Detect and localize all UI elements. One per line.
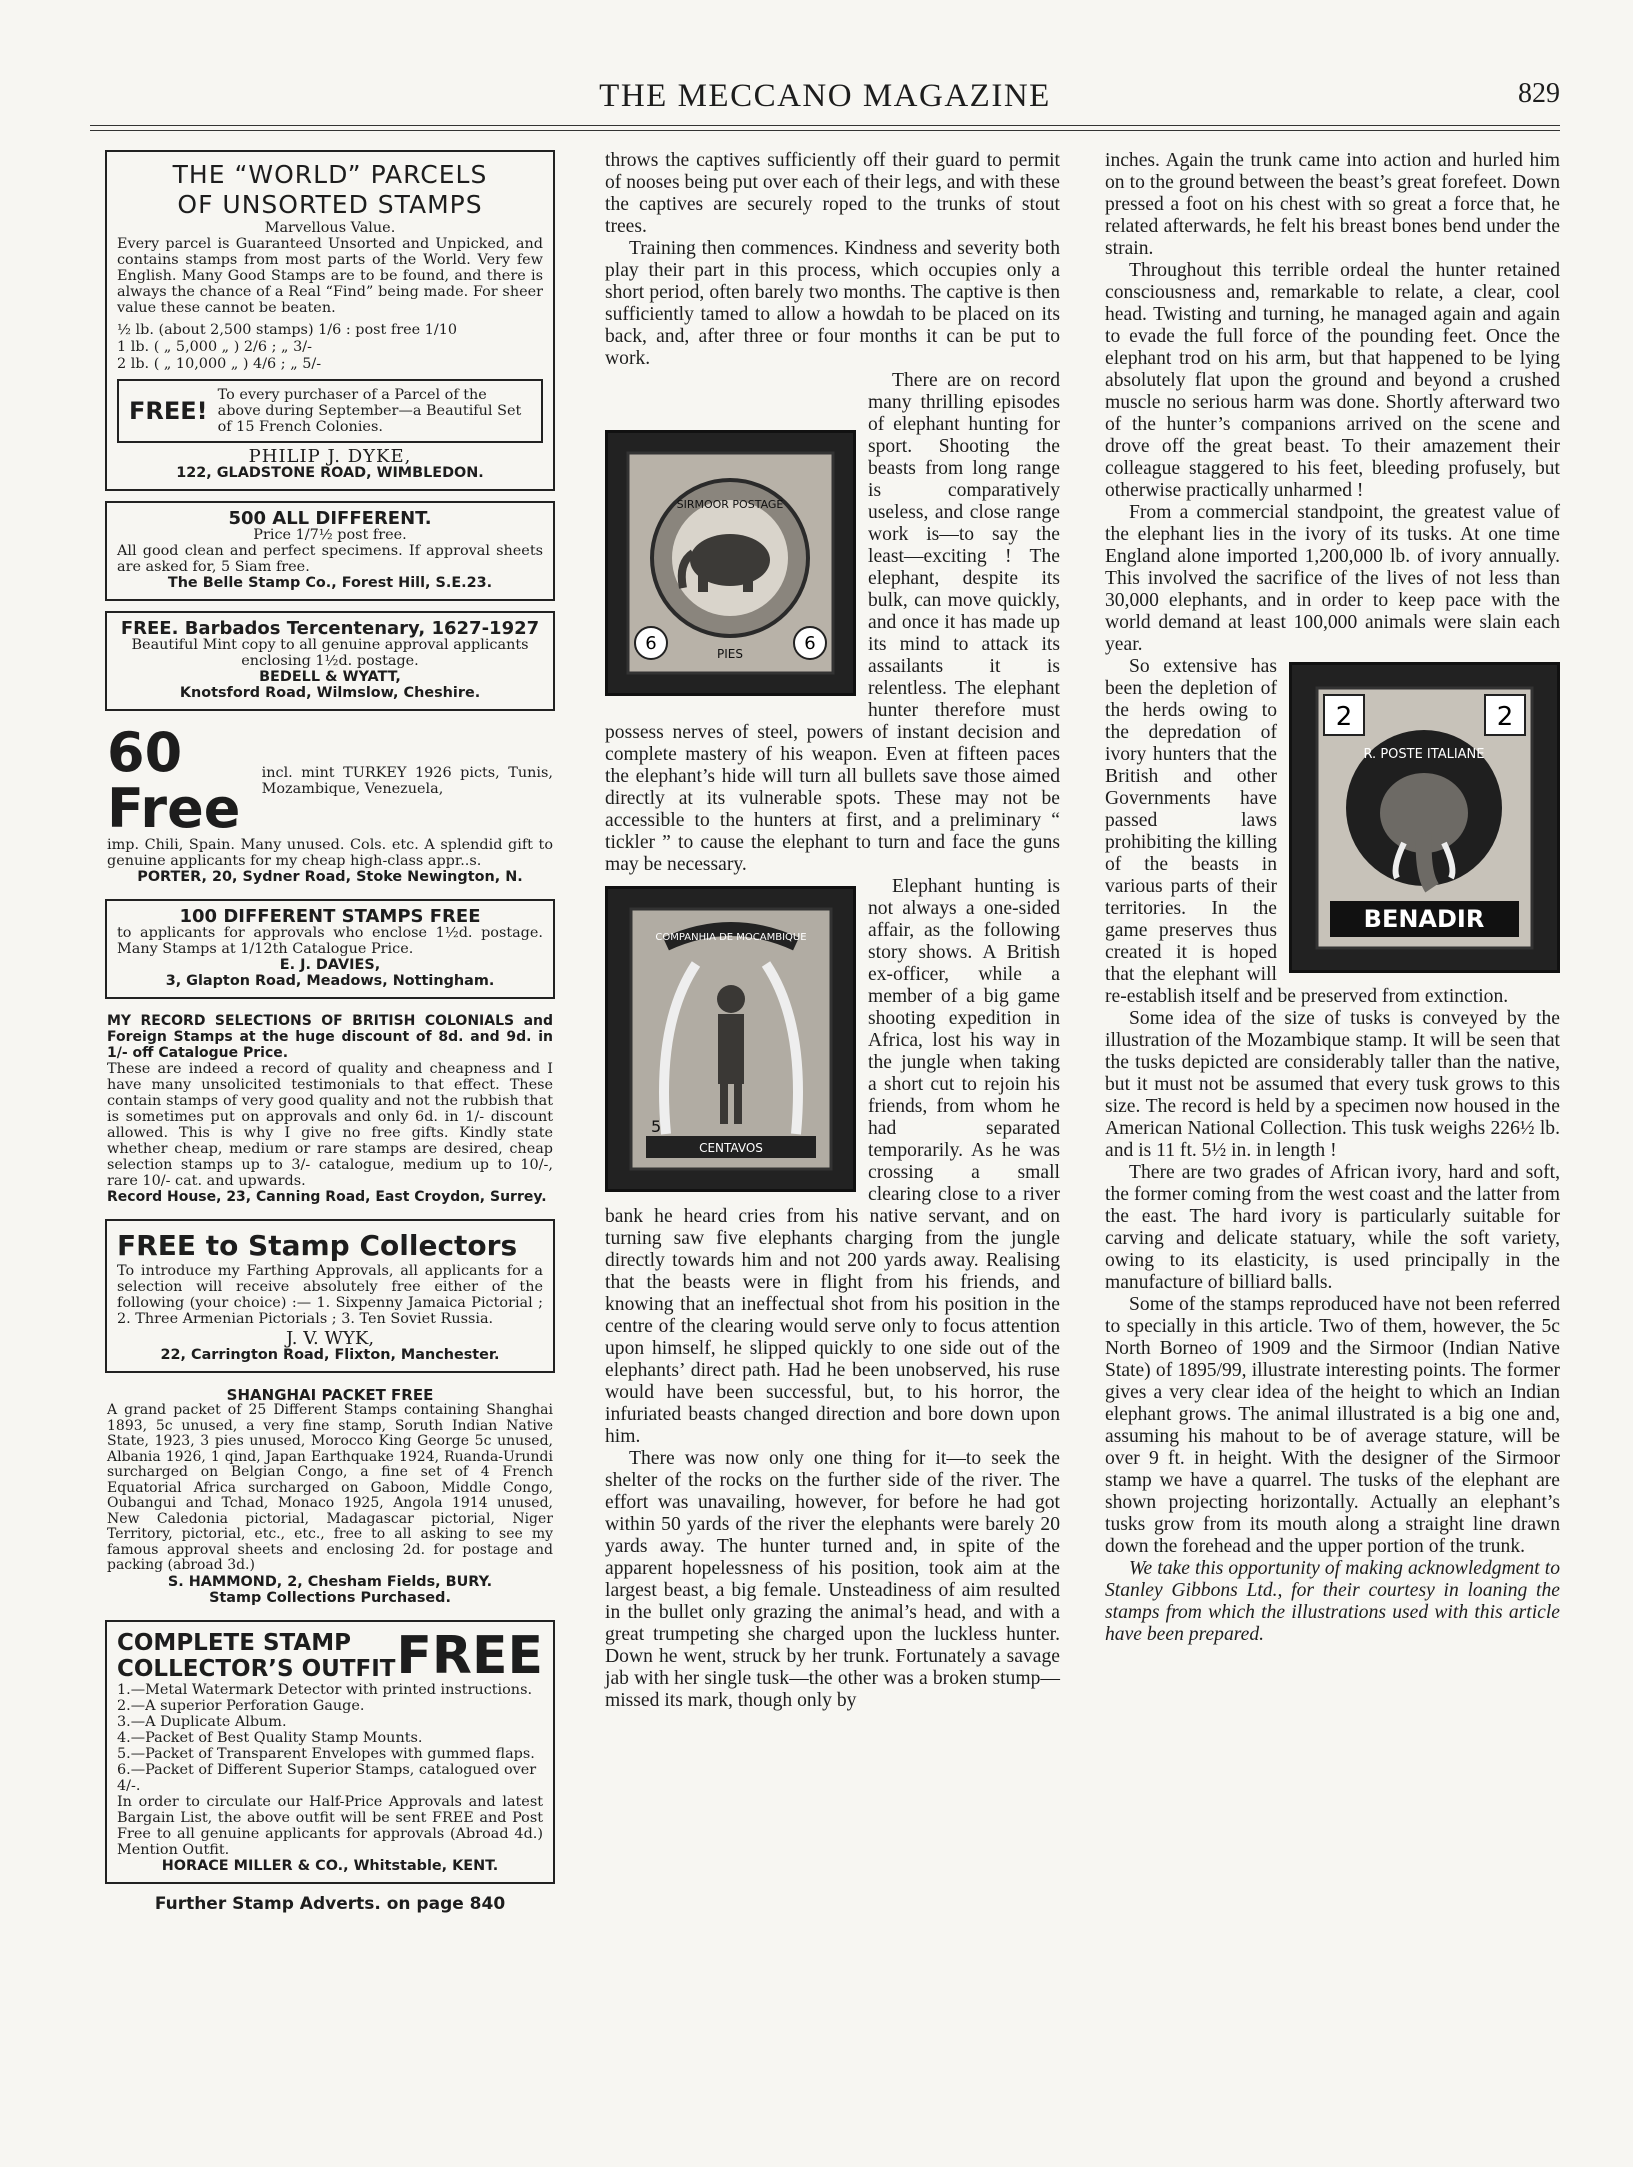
advertiser-address: Record House, 23, Canning Road, East Croydon, Surrey.: [107, 1189, 547, 1205]
article-paragraph: There are two grades of African ivory, hard and soft, the former coming from the west coast and the latter from the east. The hard ivory is particularly suitable for carving and delicate statuary, while the soft variety, owing to its elasticity, is used principally in the manufacture of billiard balls.: [1105, 1162, 1560, 1293]
masthead: [90, 70, 1560, 120]
ad-body: Every parcel is Guaranteed Unsorted and Unpicked, and contains stamps from most parts of the World. Very few English. Many Good Stamps are to be found, and there is always the chance of a Real “Find” being made. For sheer value these cannot be beaten.: [117, 236, 543, 316]
elephant-stamp-icon: [623, 448, 838, 678]
advertiser-name: BEDELL & WYATT,: [259, 669, 401, 685]
magazine-title: THE MECCANO MAGAZINE: [599, 78, 1051, 114]
ad-body: To introduce my Farthing Approvals, all applicants for a selection will receive absolutely free either of the following (your choice) :— 1. Sixpenny Jamaica Pictorial ; 2. Three Armenian Pictorials ; 3. Ten Soviet Russia.: [117, 1263, 543, 1327]
article-paragraph: Throughout this terrible ordeal the hunter retained consciousness and, remarkable to relate, a clear, cool head. Twisting and turning, he managed again and again to evade the full force of the pounding feet. Once the elephant trod on his arm, but that happened to be lying absolutely flat upon the ground and beyond a crushed muscle no serious harm was done. Shortly afterward two of the hunter’s companions arrived on the scene and drove off the great beast. To their amazement their colleague staggered to his feet, bleeding profusely, but otherwise practically unharmed !: [1105, 260, 1560, 501]
ad-body: A grand packet of 25 Different Stamps containing Shanghai 1893, 5c unused, a very fine stamp, Soruth Indian Native State, 1923, 3 pies unused, Morocco King George 5c unused, Albania 1926, 1 qind, Japan Earthquake 1924, Ruanda-Urundi surcharged on Belgian Congo, a fine set of 4 French Equatorial Africa surcharged on Gaboon, Middle Congo, Oubangui and Tchad, Monaco 1925, Angola 1914 unused, New Caledonia pictorial, Madagascar pictorial, Niger Territory, pictorial, etc., etc., free to all asking to see my famous approval sheets and enclosing 2d. for postage and packing (abroad 3d.): [107, 1402, 553, 1573]
stamp-text: R. POSTE ITALIANE: [1363, 746, 1485, 762]
stamp-value: 2: [1335, 701, 1353, 732]
ad-price: Price 1/7½ post free.: [253, 527, 407, 543]
list-item: 2.—A superior Perforation Gauge.: [117, 1697, 365, 1714]
ad-title: MY RECORD SELECTIONS OF BRITISH COLONIALS and Foreign Stamps at the huge discount of 8d. and 9d. in 1/- off Catalogue Price.: [107, 1013, 553, 1061]
ad-body: Beautiful Mint copy to all genuine approval applicants enclosing 1½d. postage.: [131, 637, 529, 669]
article-paragraph: inches. Again the trunk came into action and hurled him on to the ground between the beast’s great forefeet. Down pressed a foot on his chest with so great a force that, he related afterwards, he felt his breast bones bend under the strain.: [1105, 150, 1560, 259]
list-item: 6.—Packet of Different Superior Stamps, catalogued over 4/-.: [117, 1761, 537, 1794]
ad-barbados: [105, 611, 555, 711]
ad-body: In order to circulate our Half-Price Approvals and latest Bargain List, the above outfit will be sent FREE and Post Free to all genuine applicants for approvals (Abroad 4d.) Mention Outfit.: [117, 1793, 543, 1858]
free-label: FREE: [396, 1625, 543, 1686]
acknowledgment-paragraph: We take this opportunity of making acknowledgment to Stanley Gibbons Ltd., for their courtesy in loaning the stamps from which the illustrations used with this article have been prepared.: [1105, 1558, 1560, 1645]
advertiser-name: S. HAMMOND, 2, Chesham Fields, BURY.: [167, 1573, 493, 1590]
ad-footer: Stamp Collections Purchased.: [209, 1589, 451, 1606]
ad-title: SHANGHAI PACKET FREE: [226, 1386, 434, 1404]
free-offer-text: To every purchaser of a Parcel of the above during September—a Beautiful Set of 15 French Colonies.: [217, 387, 522, 435]
ad-record-selections: [105, 1009, 555, 1209]
advertiser-name: E. J. DAVIES,: [279, 957, 381, 973]
outfit-items-list: [117, 1682, 543, 1794]
stamp-value: 6: [645, 633, 657, 654]
ad-subtitle: Marvellous Value.: [264, 220, 396, 236]
ad-title: FREE to Stamp Collectors: [117, 1229, 518, 1262]
advertiser-address: Knotsford Road, Wilmslow, Cheshire.: [179, 685, 481, 701]
ad-world-parcels: [105, 150, 555, 491]
price-list: [117, 322, 543, 373]
price-line: ½ lb. (about 2,500 stamps) 1/6 : post free 1/10: [117, 322, 458, 338]
native-with-tusks-stamp-icon: [626, 904, 836, 1174]
mocambique-stamp-image: [605, 886, 856, 1192]
article-paragraph: throws the captives sufficiently off their guard to permit of nooses being put over each of their legs, and with these the captives are securely roped to the trunks of stout trees.: [605, 150, 1060, 237]
ad-body: to applicants for approvals who enclose 1½d. postage. Many Stamps at 1/12th Catalogue Price.: [117, 925, 543, 957]
elephant-head-stamp-icon: [1312, 683, 1537, 953]
article-column-2: [1105, 150, 1560, 1646]
article-paragraph: There was now only one thing for it—to seek the shelter of the rocks on the further side of the river. The effort was unavailing, however, for before he had got within 50 yards of the river the elephants were barely 20 yards away. The hunter turned and, in spite of the apparent hopelessness of his position, took aim at the largest beast, a big female. Unsteadiness of aim resulted in the bullet only grazing the animal’s head, and with a great trumpeting she charged upon the luckless hunter. Down he went, struck by her trunk. Fortunately a savage jab with her single tusk—the other was a broken stump—missed its mark, though only by: [605, 1448, 1060, 1711]
advertiser-address: HORACE MILLER & CO., Whitstable, KENT.: [161, 1857, 499, 1874]
stamp-text: PIES: [717, 647, 743, 661]
page-number: 829: [1518, 78, 1560, 109]
ad-body: All good clean and perfect specimens. If approval sheets are asked for, 5 Siam free.: [117, 543, 543, 575]
ad-title: 100 DIFFERENT STAMPS FREE: [179, 906, 481, 927]
advertiser-address: The Belle Stamp Co., Forest Hill, S.E.23.: [167, 575, 493, 591]
ad-title: OF UNSORTED STAMPS: [177, 190, 483, 219]
advertiser-address: 122, GLADSTONE ROAD, WIMBLEDON.: [176, 465, 484, 481]
price-line: 2 lb. ( „ 10,000 „ ) 4/6 ; „ 5/-: [117, 356, 322, 372]
article-paragraph: Training then commences. Kindness and severity both play their part in this process, which occupies only a short period, often barely two months. The captive is then sufficiently tamed to allow a howdah to be placed on its back, and, after three or four months it can be put to work.: [605, 238, 1060, 369]
free-label: FREE!: [129, 397, 208, 425]
stamp-text: CENTAVOS: [698, 1141, 763, 1155]
ad-headline: 60 Free: [107, 721, 241, 840]
stamp-text: SIRMOOR POSTAGE: [676, 498, 784, 511]
ad-60-free: [105, 721, 555, 889]
article-paragraph: From a commercial standpoint, the greatest value of the elephant lies in the ivory of its tusks. At one time England alone imported 1,200,000 lb. of ivory annually. This involved the sacrifice of the lives of not less than 30,000 elephants, and in order to keep pace with the world demand at least 100,000 animals were slain each year.: [1105, 502, 1560, 655]
price-line: 1 lb. ( „ 5,000 „ ) 2/6 ; „ 3/-: [117, 339, 312, 355]
article-paragraph: There are on record many thrilling episodes of elephant hunting for sport. Shooting the beasts from long range is comparatively useless, and close range work is—to say the least—exciting ! The elephant, despite its bulk, can move quickly, and once it has made up its mind to attack its assailants it is relentless. The elephant hunter therefore must possess nerves of steel, powers of instant decision and complete mastery of his weapon. Even at fifteen paces the elephant’s hide will turn all bullets save those aimed directly at its vulnerable spots. These may not be accessible to the hunters at first, and a preliminary “ tickler ” to cause the elephant to turn and face the guns may be necessary.: [605, 370, 1060, 875]
ad-title: THE “WORLD” PARCELS: [172, 160, 488, 189]
ad-500-different: [105, 501, 555, 601]
ad-shanghai: [105, 1383, 555, 1610]
ad-body: These are indeed a record of quality and cheapness and I have many unsolicited testimonials to that effect. These contain stamps of very good quality and not the rubbish that is sometimes put on approvals and only 6d. in 1/- discount allowed. This is why I give no free gifts. Kindly state whether cheap, medium or rare stamps are desired, cheap selection stamps up to 3/- catalogue, medium up to 10/-, rare 10/- cat. and upwards.: [107, 1061, 553, 1189]
ad-body: imp. Chili, Spain. Many unused. Cols. etc. A splendid gift to genuine applicants for my cheap high-class appr..s.: [107, 837, 553, 869]
ads-column: [105, 150, 555, 1914]
list-item: 1.—Metal Watermark Detector with printed instructions.: [117, 1681, 533, 1698]
stamp-text: BENADIR: [1363, 904, 1485, 933]
ad-100-different: [105, 899, 555, 999]
stamp-text: COMPANHIA DE MOCAMBIQUE: [654, 932, 807, 943]
ad-title: 500 ALL DIFFERENT.: [228, 508, 432, 529]
article-paragraph: Some of the stamps reproduced have not been referred to specially in this article. Two of them, however, the 5c North Borneo of 1909 and the Sirmoor (Indian Native State) of 1895/99, illustrate interesting points. The former gives a very clear idea of the height to which an Indian elephant grows. The animal illustrated is a big one and, assuming his mahout to be of average stature, will be over 9 ft. in height. With the designer of the Sirmoor stamp we have a quarrel. The tusks of the elephant are shown projecting horizontally. Actually an elephant’s tusks grow from its mouth along a straight line drawn down the forehead and the upper portion of the trunk.: [1105, 1294, 1560, 1557]
free-offer-box: [117, 379, 543, 443]
list-item: 3.—A Duplicate Album.: [117, 1713, 287, 1730]
list-item: 5.—Packet of Transparent Envelopes with gummed flaps.: [117, 1745, 535, 1762]
advertiser-address: 3, Glapton Road, Meadows, Nottingham.: [165, 973, 495, 989]
list-item: 4.—Packet of Best Quality Stamp Mounts.: [117, 1729, 423, 1746]
ad-title: COLLECTOR’S OUTFIT: [117, 1655, 396, 1682]
ad-side-text: incl. mint TURKEY 1926 picts, Tunis, Mozambique, Venezuela,: [261, 765, 553, 797]
stamp-value: 6: [804, 633, 816, 654]
ad-title: FREE. Barbados Tercentenary, 1627-1927: [120, 618, 540, 639]
ad-free-collectors: [105, 1219, 555, 1373]
article-paragraph: So extensive has been the depletion of the herds owing to the depredation of ivory hunters that the British and other Governments have passed laws prohibiting the killing of the beasts in various parts of their territories. In the game preserves thus created it is hoped that the elephant will re-establish itself and be preserved from extinction.: [1105, 656, 1509, 1007]
stamp-value: 5: [650, 1117, 661, 1136]
further-adverts-note: Further Stamp Adverts. on page 840: [154, 1893, 506, 1914]
advertiser-address: 22, Carrington Road, Flixton, Manchester.: [160, 1347, 500, 1363]
article-column-1: [605, 150, 1060, 1712]
article-paragraph: Elephant hunting is not always a one-sided affair, as the following story shows. A British ex-officer, while a member of a big game shooting expedition in Africa, lost his way in the jungle when taking a short cut to rejoin his friends, from whom he had separated temporarily. As he was crossing a small clearing close to a river bank he heard cries from his native servant, and on turning saw five elephants charging from the jungle directly towards him and not 200 yards away. Realising that the beasts were in flight from his friends, and knowing that an ineffectual shot from his position in the centre of the clearing would serve only to focus attention upon himself, he slipped quickly to one side out of the elephants’ direct path. Had he been unobserved, his ruse would have been successful, but, to his horror, the infuriated beasts changed direction and bore down upon him.: [605, 876, 1060, 1447]
ad-collectors-outfit: [105, 1620, 555, 1884]
advertiser-name: J. V. WYK,: [285, 1328, 375, 1349]
benadir-stamp-image: [1289, 662, 1560, 973]
stamp-value: 2: [1496, 701, 1514, 732]
sirmoor-stamp-image: [605, 430, 856, 696]
header-rule: [90, 125, 1560, 126]
advertiser-name: PHILIP J. DYKE,: [248, 446, 412, 467]
article-paragraph: Some idea of the size of tusks is conveyed by the illustration of the Mozambique stamp. It will be seen that the tusks depicted are considerably taller than the native, but it must not be assumed that every tusk grows to this size. The record is held by a specimen now housed in the American National Collection. This tusk weighs 226½ lb. and is 11 ft. 5½ in. in length !: [1105, 1008, 1560, 1161]
header-rule-2: [90, 130, 1560, 131]
advertiser-address: PORTER, 20, Sydner Road, Stoke Newington, N.: [137, 869, 523, 885]
ad-title: COMPLETE STAMP: [117, 1629, 351, 1656]
